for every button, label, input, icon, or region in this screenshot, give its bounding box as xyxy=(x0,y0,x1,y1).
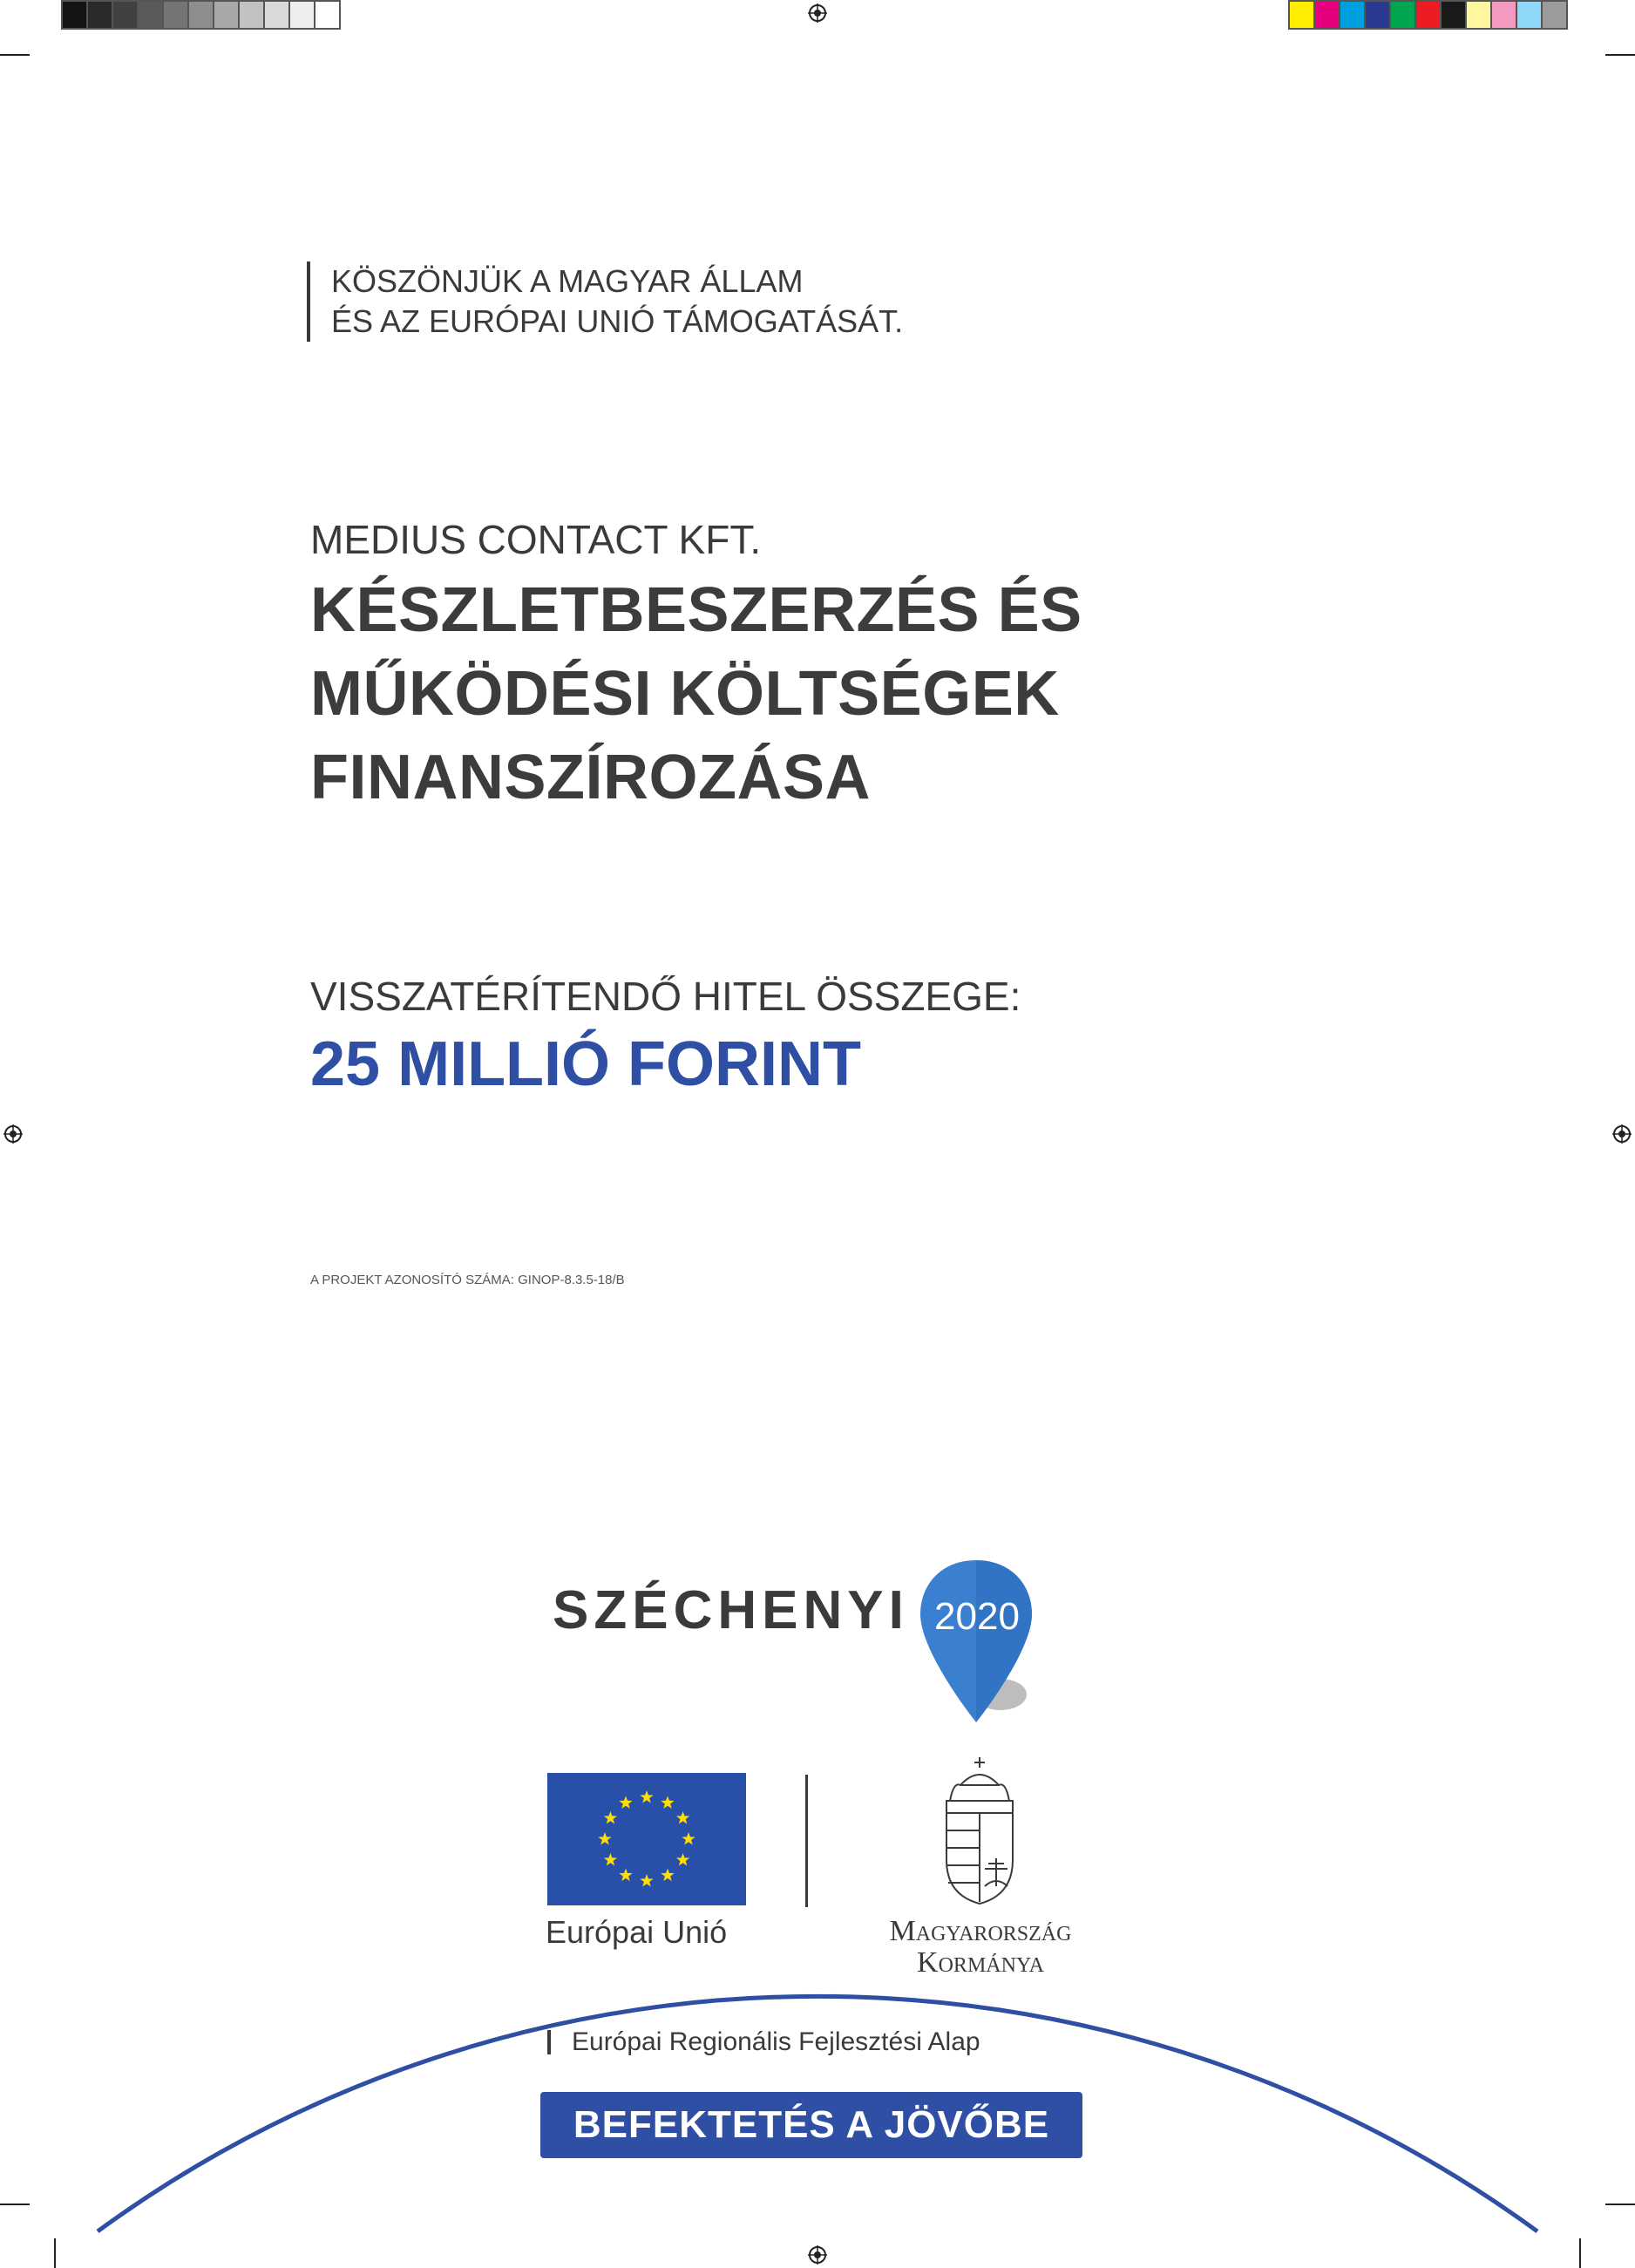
eu-star-icon xyxy=(676,1811,689,1823)
hungarian-coat-of-arms-icon xyxy=(934,1755,1025,1909)
fund-name xyxy=(547,2027,980,2057)
eu-star-icon xyxy=(640,1874,653,1886)
location-pin-icon xyxy=(915,1557,1046,1731)
logo-divider xyxy=(805,1775,808,1907)
government-line-2: Kormánya xyxy=(917,1946,1044,1979)
government-line-1: Magyarország xyxy=(889,1915,1072,1947)
eu-star-icon xyxy=(640,1790,653,1803)
project-id: A PROJEKT AZONOSÍTÓ SZÁMA: GINOP-8.3.5-18/B xyxy=(310,1273,625,1287)
government-logo-text xyxy=(858,1916,1102,1979)
eu-star-icon xyxy=(682,1832,695,1844)
eu-star-icon xyxy=(604,1811,617,1823)
eu-star-icon xyxy=(619,1869,632,1881)
szechenyi-year: 2020 xyxy=(934,1595,1020,1638)
eu-label: Európai Unió xyxy=(546,1914,728,1950)
fund-bar xyxy=(547,2030,551,2054)
thanks-line-2: ÉS AZ EURÓPAI UNIÓ TÁMOGATÁSÁT. xyxy=(331,303,904,339)
eu-star-icon xyxy=(604,1853,617,1865)
loan-label: VISSZATÉRÍTENDŐ HITEL ÖSSZEGE: xyxy=(310,974,1021,1019)
szechenyi-wordmark: SZÉCHENYI xyxy=(553,1580,909,1640)
project-title-line-2: MŰKÖDÉSI KÖLTSÉGEK xyxy=(310,659,1060,729)
project-title-line-3: FINANSZÍROZÁSA xyxy=(310,743,871,812)
investment-banner: BEFEKTETÉS A JÖVŐBE xyxy=(540,2092,1082,2158)
eu-flag-icon xyxy=(547,1773,746,1905)
project-title-line-1: KÉSZLETBESZERZÉS ÉS xyxy=(310,575,1082,645)
eu-star-icon xyxy=(619,1796,632,1808)
loan-amount: 25 MILLIÓ FORINT xyxy=(310,1029,862,1099)
fund-name-text: Európai Regionális Fejlesztési Alap xyxy=(572,2027,980,2056)
eu-star-icon xyxy=(598,1832,611,1844)
thanks-line-1: KÖSZÖNJÜK A MAGYAR ÁLLAM xyxy=(331,263,804,299)
eu-star-icon xyxy=(661,1796,674,1808)
eu-star-icon xyxy=(661,1869,674,1881)
company-name: MEDIUS CONTACT KFT. xyxy=(310,517,762,562)
eu-star-icon xyxy=(676,1853,689,1865)
